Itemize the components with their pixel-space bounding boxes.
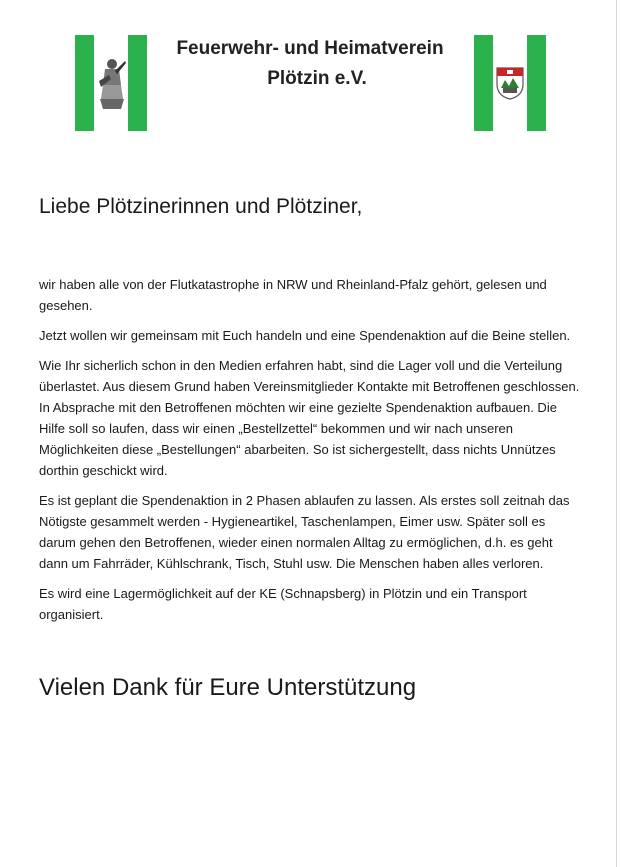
flag-stripe <box>474 35 493 131</box>
organization-name <box>150 34 470 94</box>
left-flag <box>75 35 147 131</box>
flag-stripe <box>128 35 147 131</box>
flag-stripe <box>527 35 546 131</box>
paragraph: Es ist geplant die Spendenaktion in 2 Phasen ablaufen zu lassen. Als erstes soll zeitnah das Nötigste gesammelt werden - Hygieneartikel, Taschenlampen, Eimer usw. Später soll es darum gehen den Betroffenen, wieder einen normalen Alltag zu ermöglichen, d.h. es geht dann um Fahrräder, Kühlschrank, Tisch, Stuhl usw. Die Menschen haben alles verloren. <box>39 493 570 571</box>
coat-of-arms-icon <box>495 66 525 100</box>
paragraph: wir haben alle von der Flutkatastrophe in NRW und Rheinland-Pfalz gehört, gelesen und gesehen. <box>39 277 547 313</box>
flag-stripe <box>75 35 94 131</box>
firefighter-emblem-icon <box>95 55 127 111</box>
letter-body <box>39 274 584 634</box>
paragraph: Jetzt wollen wir gemeinsam mit Euch handeln und eine Spendenaktion auf die Beine stellen. <box>39 328 571 343</box>
closing-line: Vielen Dank für Eure Unterstützung <box>39 674 417 701</box>
paragraph: Wie Ihr sicherlich schon in den Medien erfahren habt, sind die Lager voll und die Verteilung überlastet. Aus diesem Grund haben Vereinsmitglieder Kontakte mit Betroffenen geschlossen. In Absprache mit den Betroffenen möchten wir eine gezielte Spendenaktion aufbauen. Die Hilfe soll so laufen, dass wir einen „Bestellzettel“ bekommen und wir nach unseren Möglichkeiten diese „Bestellungen“ abarbeiten. So ist sichergestellt, dass nichts Unnützes dorthin geschickt wird. <box>39 358 580 478</box>
page-edge <box>616 0 617 867</box>
paragraph: Es wird eine Lagermöglichkeit auf der KE (Schnapsberg) in Plötzin und ein Transport organisiert. <box>39 586 527 622</box>
flag-center <box>493 35 527 131</box>
salutation: Liebe Plötzinerinnen und Plötziner, <box>39 195 363 218</box>
right-flag <box>474 35 546 131</box>
org-name-line2: Plötzin e.V. <box>267 68 367 89</box>
org-name-line1: Feuerwehr- und Heimatverein <box>176 38 444 59</box>
flag-center <box>94 35 128 131</box>
